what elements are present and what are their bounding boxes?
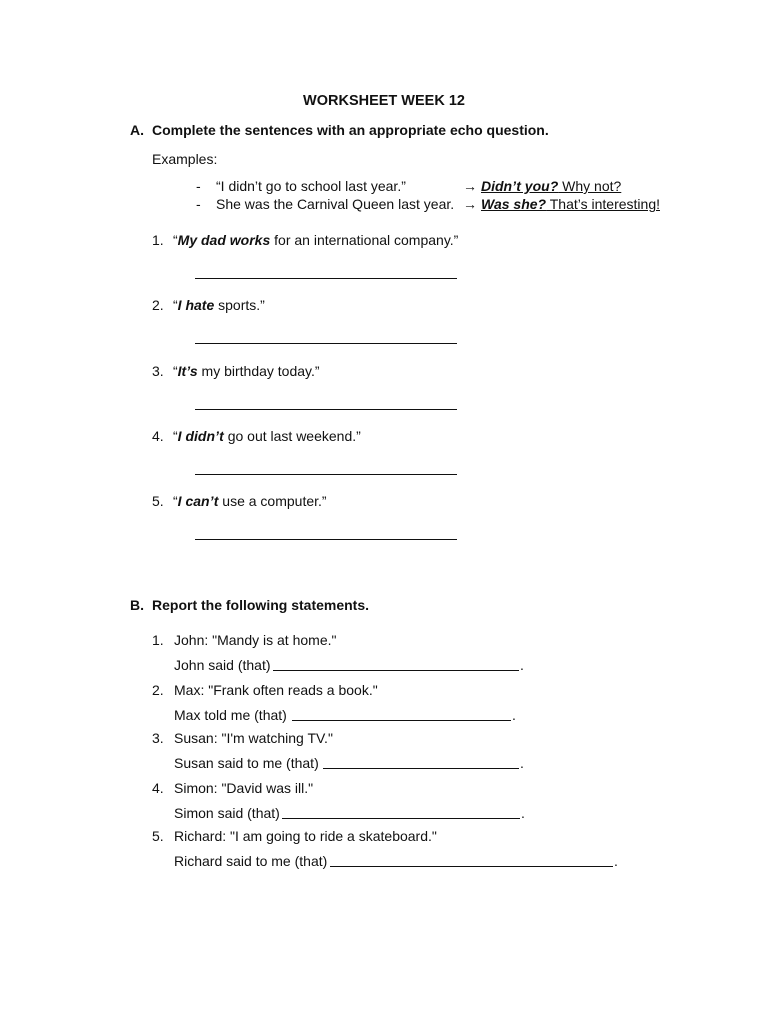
echo-sentence — [173, 362, 320, 380]
sentence-rest: for an international company.” — [270, 232, 459, 248]
item-number: 3. — [152, 363, 164, 379]
sentence-bold: My dad works — [177, 232, 271, 248]
answer-line[interactable] — [195, 343, 457, 344]
report-prompt: Simon said (that) — [174, 805, 280, 821]
worksheet-title: WORKSHEET WEEK 12 — [303, 93, 465, 109]
open-quote: “ — [173, 232, 178, 248]
end-period: . — [512, 707, 516, 723]
echo-sentence — [173, 492, 327, 510]
open-quote: “ — [173, 297, 178, 313]
statement: Simon: "David was ill." — [174, 780, 314, 796]
answer-line[interactable] — [282, 818, 520, 819]
example-quote: “I didn’t go to school last year.” — [216, 178, 406, 194]
example-answer — [481, 195, 660, 213]
sentence-bold: I can’t — [177, 493, 219, 509]
sentence-bold: I didn’t — [177, 428, 224, 444]
item-number: 5. — [152, 828, 164, 844]
end-period: . — [520, 657, 524, 673]
example-answer-bold: Was she? — [481, 196, 547, 212]
answer-line[interactable] — [195, 539, 457, 540]
end-period: . — [614, 853, 618, 869]
item-number: 5. — [152, 493, 164, 509]
examples-label: Examples: — [152, 151, 218, 167]
answer-line[interactable] — [195, 409, 457, 410]
item-number: 3. — [152, 730, 164, 746]
example-quote: She was the Carnival Queen last year. — [216, 196, 455, 212]
sentence-bold: It’s — [177, 363, 198, 379]
answer-line[interactable] — [292, 720, 511, 721]
echo-sentence — [173, 231, 458, 249]
open-quote: “ — [173, 493, 178, 509]
item-number: 4. — [152, 428, 164, 444]
report-prompt: John said (that) — [174, 657, 271, 673]
report-prompt: Susan said to me (that) — [174, 755, 319, 771]
item-number: 1. — [152, 232, 164, 248]
example-arrow: → — [463, 196, 477, 212]
item-number: 2. — [152, 297, 164, 313]
example-arrow: → — [463, 178, 477, 194]
echo-sentence — [173, 427, 361, 445]
open-quote: “ — [173, 363, 178, 379]
statement: John: "Mandy is at home." — [174, 632, 337, 648]
report-prompt: Max told me (that) — [174, 707, 287, 723]
item-number: 4. — [152, 780, 164, 796]
example-bullet: - — [196, 196, 201, 212]
sentence-rest: my birthday today.” — [197, 363, 320, 379]
answer-line[interactable] — [195, 278, 457, 279]
answer-line[interactable] — [330, 866, 613, 867]
end-period: . — [521, 805, 525, 821]
example-answer-rest: Why not? — [558, 178, 622, 194]
example-answer — [481, 177, 621, 195]
section-a-letter: A. — [130, 122, 144, 138]
open-quote: “ — [173, 428, 178, 444]
item-number: 2. — [152, 682, 164, 698]
example-answer-bold: Didn’t you? — [481, 178, 559, 194]
item-number: 1. — [152, 632, 164, 648]
sentence-rest: sports.” — [214, 297, 265, 313]
sentence-bold: I hate — [177, 297, 215, 313]
section-a-instruction: Complete the sentences with an appropriate echo question. — [152, 122, 549, 138]
statement: Max: "Frank often reads a book." — [174, 682, 378, 698]
statement: Richard: "I am going to ride a skateboard." — [174, 828, 437, 844]
statement: Susan: "I'm watching TV." — [174, 730, 333, 746]
example-bullet: - — [196, 178, 201, 194]
answer-line[interactable] — [195, 474, 457, 475]
answer-line[interactable] — [323, 768, 519, 769]
echo-sentence — [173, 296, 265, 314]
sentence-rest: go out last weekend.” — [223, 428, 361, 444]
answer-line[interactable] — [273, 670, 519, 671]
sentence-rest: use a computer.” — [218, 493, 327, 509]
end-period: . — [520, 755, 524, 771]
report-prompt: Richard said to me (that) — [174, 853, 328, 869]
section-b-letter: B. — [130, 597, 144, 613]
example-answer-rest: That’s interesting! — [546, 196, 660, 212]
section-b-instruction: Report the following statements. — [152, 597, 370, 613]
